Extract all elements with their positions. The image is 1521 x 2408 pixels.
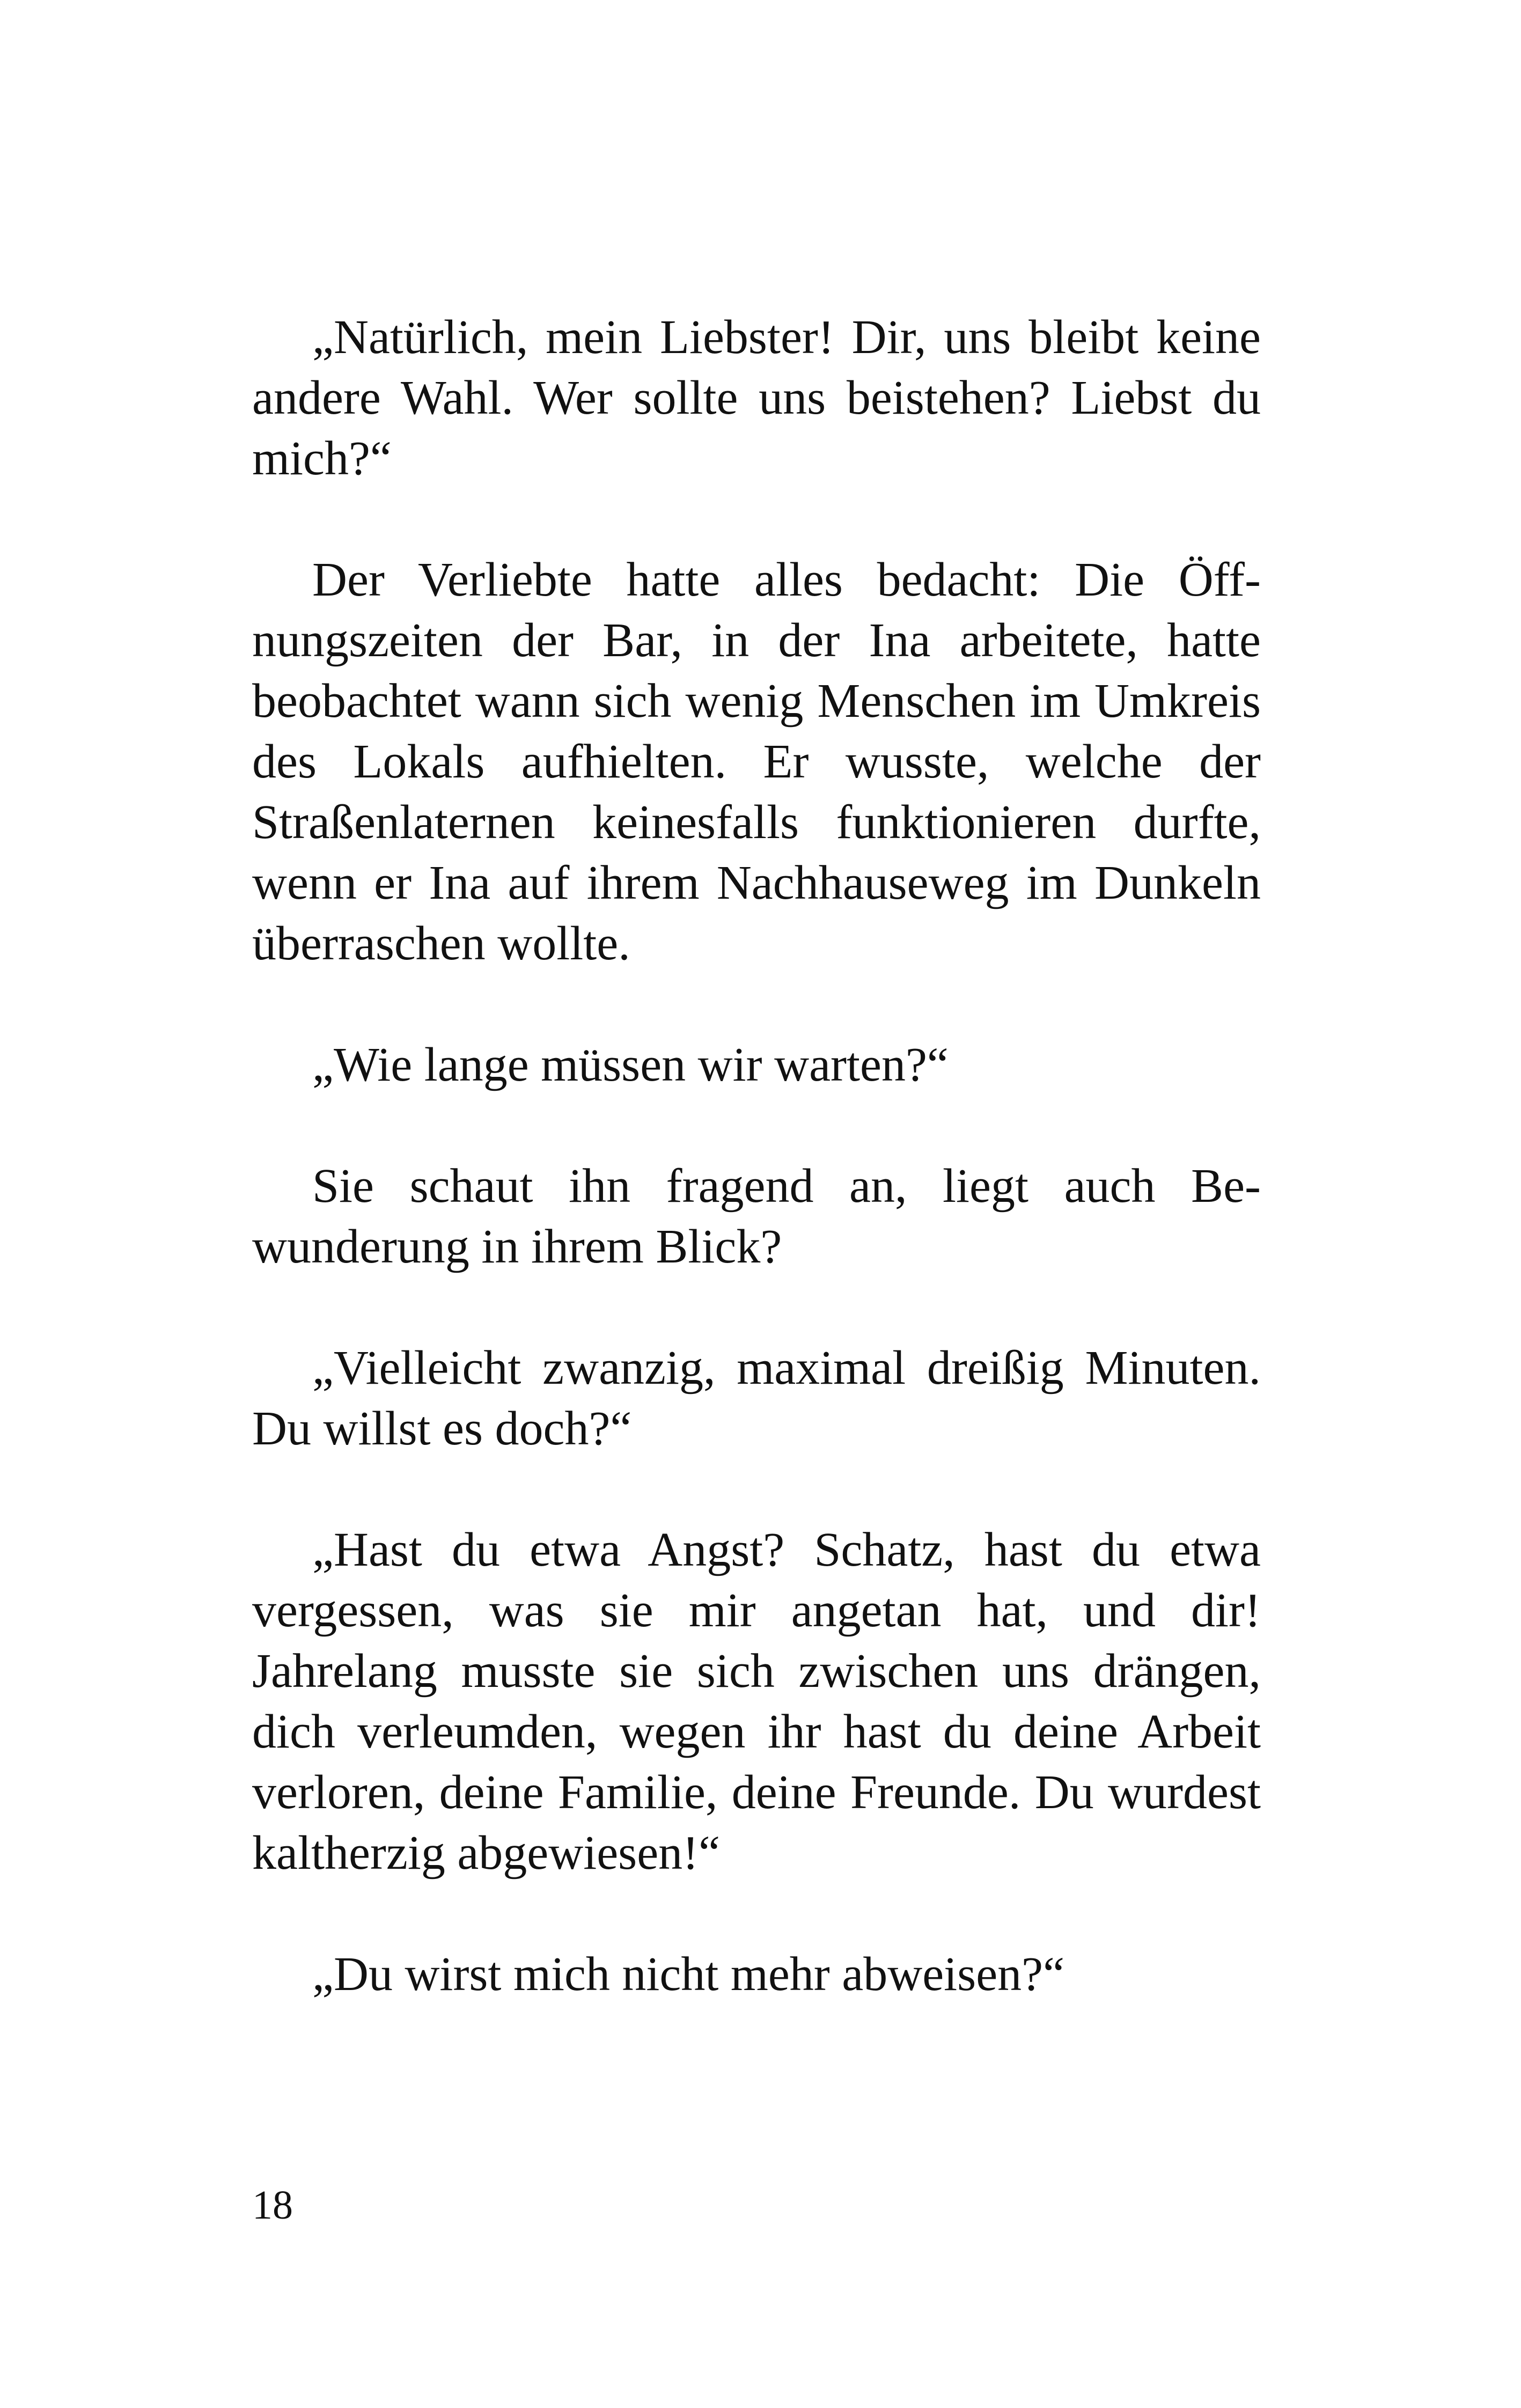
paragraph-2: Der Verliebte hatte alles bedacht: Die Öffnungszeiten der Bar, in der Ina arbeitete, hatte beobachtet wann sich wenig Menschen im Umkreis des Lokals aufhielten. Er wusste, welche der Straßenlaternen keinesfalls funktionieren durfte, wenn er Ina auf ihrem Nachhauseweg im Dunkeln überraschen wollte. (252, 553, 1261, 970)
paragraph-4: Sie schaut ihn fragend an, liegt auch Bewunderung in ihrem Blick? (252, 1159, 1261, 1273)
page-number: 18 (252, 2183, 293, 2228)
body-text (252, 307, 1261, 2005)
paragraph-5: „Vielleicht zwanzig, maximal dreißig Minuten. Du willst es doch?“ (252, 1341, 1261, 1455)
paragraph-6: „Hast du etwa Angst? Schatz, hast du etwa vergessen, was sie mir angetan hat, und dir! Jahrelang musste sie sich zwischen uns drängen, dich verleumden, wegen ihr hast du deine Arbeit verloren, deine Familie, deine Freunde. Du wurdest kaltherzig abgewiesen!“ (252, 1523, 1261, 1880)
paragraph-1: „Natürlich, mein Liebster! Dir, uns bleibt keine andere Wahl. Wer sollte uns beistehen? Liebst du mich?“ (252, 311, 1261, 485)
paragraph-7: „Du wirst mich nicht mehr abweisen?“ (312, 1948, 1065, 2001)
paragraph-3: „Wie lange müssen wir warten?“ (312, 1038, 949, 1091)
